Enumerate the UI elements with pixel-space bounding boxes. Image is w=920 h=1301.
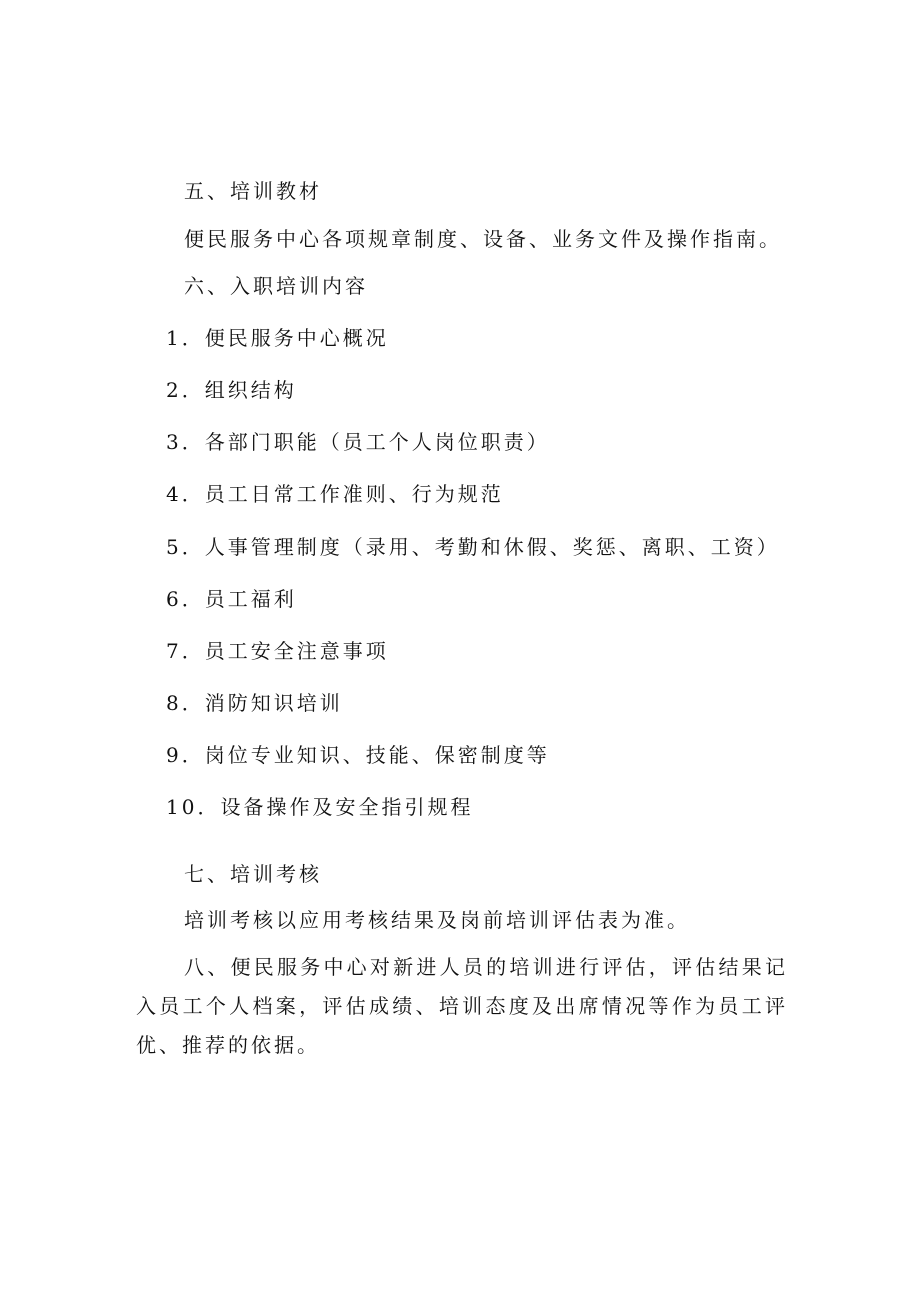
section-7-heading: 七、培训考核 bbox=[184, 862, 322, 886]
list-item: 3．各部门职能（员工个人岗位职责） bbox=[166, 430, 550, 454]
list-item: 2．组织结构 bbox=[166, 378, 297, 402]
section-6-heading: 六、入职培训内容 bbox=[184, 274, 368, 298]
list-item: 1．便民服务中心概况 bbox=[166, 326, 389, 350]
list-item: 5．人事管理制度（录用、考勤和休假、奖惩、离职、工资） bbox=[166, 535, 780, 559]
section-8-paragraph: 八、便民服务中心对新进人员的培训进行评估，评估结果记入员工个人档案，评估成绩、培训态度及出席情况等作为员工评优、推荐的依据。 bbox=[136, 955, 788, 1057]
section-5-text: 便民服务中心各项规章制度、设备、业务文件及操作指南。 bbox=[184, 227, 782, 251]
list-item: 8．消防知识培训 bbox=[166, 691, 343, 715]
list-item: 9．岗位专业知识、技能、保密制度等 bbox=[166, 743, 550, 767]
section-5-heading: 五、培训教材 bbox=[184, 179, 322, 203]
list-item: 4．员工日常工作准则、行为规范 bbox=[166, 482, 504, 506]
list-item: 7．员工安全注意事项 bbox=[166, 639, 389, 663]
list-item: 6．员工福利 bbox=[166, 587, 297, 611]
list-item: 10．设备操作及安全指引规程 bbox=[166, 795, 474, 819]
section-7-text: 培训考核以应用考核结果及岗前培训评估表为准。 bbox=[184, 908, 690, 932]
